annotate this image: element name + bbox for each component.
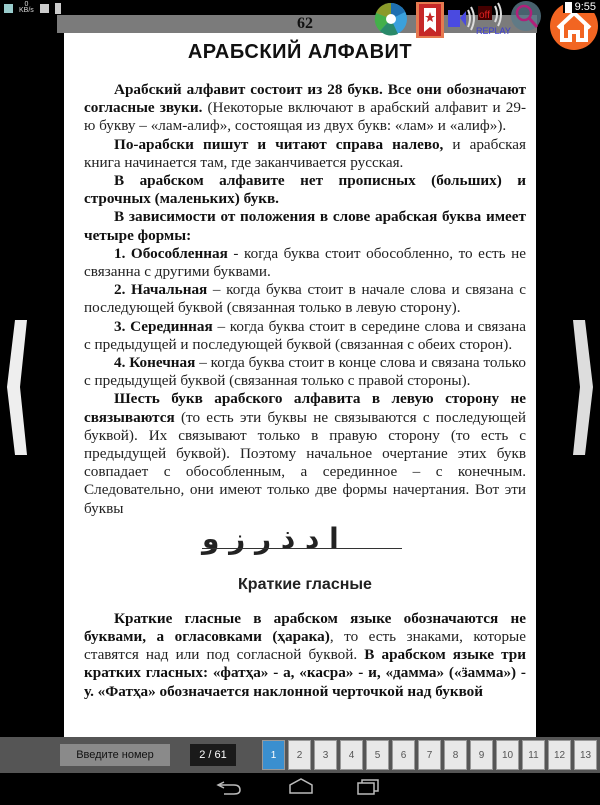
paragraph: [84, 318, 526, 354]
thumbnail[interactable]: 4: [340, 740, 363, 770]
bold-text: По-арабски пишут и читают справа налево,: [114, 135, 444, 153]
paragraph: [84, 208, 526, 244]
thumbnail[interactable]: 13: [574, 740, 597, 770]
text: (Некоторые включают в арабский алфавит и 29-ю букву – «лам-алиф», состоящая из двух букв: «лам» и «алиф»).: [84, 99, 527, 135]
text: – когда буква стоит в конце слова и связана только с предыдущей буквой (связанная только с правой стороны).: [84, 354, 526, 390]
text: – когда буква стоит в начале слова и связана с последующей буквой (связанная только в левую сторону).: [84, 281, 526, 317]
page-body: [84, 81, 526, 701]
navigation-bar: [0, 773, 600, 800]
previous-page-arrow[interactable]: [7, 320, 29, 455]
arabic-letters-figure: [84, 518, 526, 556]
text: и арабская книга начинается там, где заканчивается русская.: [84, 135, 527, 171]
next-page-arrow[interactable]: [571, 320, 593, 455]
thumbnail[interactable]: 10: [496, 740, 519, 770]
underline: [202, 548, 402, 549]
bold-text: Краткие гласные в арабском языке обозначаются не буквами, а огласовками (ҳарака): [84, 609, 526, 646]
replay-label: REPLAY: [476, 26, 511, 36]
page-title: АРАБСКИЙ АЛФАВИТ: [187, 41, 413, 63]
thumbnail[interactable]: 1: [262, 740, 285, 770]
status-bar: [0, 0, 600, 15]
thumbnail[interactable]: 3: [314, 740, 337, 770]
thumbnail[interactable]: 9: [470, 740, 493, 770]
home-nav-icon[interactable]: [290, 779, 312, 793]
paragraph: [84, 354, 526, 390]
bold-text: 2. Начальная: [114, 281, 208, 299]
net-speed-value: 0: [24, 1, 29, 8]
bold-text: 3. Серединная: [114, 317, 213, 335]
goto-page-button[interactable]: Введите номер: [60, 744, 170, 766]
paragraph: [84, 281, 526, 317]
sd-card-icon: [55, 3, 61, 14]
thumbnail[interactable]: 8: [444, 740, 467, 770]
net-speed: [19, 2, 34, 14]
text: - когда буква стоит обособленно, то есть не связанна с другими буквами.: [84, 244, 526, 281]
battery-icon: [565, 2, 572, 13]
paragraph: [84, 245, 526, 281]
thumbnail[interactable]: 11: [522, 740, 545, 770]
net-speed-unit: KB/s: [19, 7, 34, 14]
text: (то есть эти буквы не связываются с последующей буквой). Их связывают только в правую сторону (то есть с предыдущей буквой). Поэтому начальное очертание этих букв совпадает с обособленным, а серединное – с конечным. Следовательно, они имеют только две формы начертания. Вот эти буквы: [84, 408, 526, 517]
bold-text: 4. Конечная: [114, 354, 196, 372]
bold-text: Арабский алфавит состоит из 28 букв. Все они обозначают согласные звуки.: [84, 81, 526, 117]
section-heading: Краткие гласные: [238, 575, 372, 593]
bold-text: В зависимости от положения в слове арабская буква имеет четыре формы:: [84, 208, 526, 244]
paragraph: [84, 610, 526, 701]
off-label: off: [479, 10, 490, 21]
bold-text: В арабском языке три кратких гласных: «фатҳа» - а, «касра» - и, «дамма» («ӟамма») - у. «Фатҳа» обозначается наклонной черточкой над буквой: [84, 646, 526, 700]
bold-text: В арабском алфавите нет прописных (больших) и строчных (маленьких) букв.: [84, 172, 526, 208]
document-page[interactable]: [64, 33, 536, 737]
thumbnail[interactable]: 5: [366, 740, 389, 770]
bold-text: Шесть букв арабского алфавита в левую сторону не связываются: [84, 390, 526, 426]
bold-text: 1. Обособленная: [114, 244, 228, 262]
recent-apps-icon[interactable]: [358, 780, 378, 794]
thumbnail[interactable]: 12: [548, 740, 571, 770]
thumbnail[interactable]: 2: [288, 740, 311, 770]
clock: 9:55: [574, 1, 596, 13]
page-number: 62: [297, 15, 313, 32]
thumbnail[interactable]: 7: [418, 740, 441, 770]
paragraph: [84, 136, 526, 172]
paragraph: [84, 390, 526, 517]
paragraph: [84, 172, 526, 208]
text: – когда буква стоит в середине слова и связана с предыдущей и последующей буквой (связанная с обеих сторон).: [84, 317, 526, 353]
image-notification-icon: [4, 4, 13, 13]
screenshot-icon: [40, 4, 49, 13]
paragraph: [84, 81, 526, 136]
back-icon[interactable]: [218, 782, 240, 794]
arabic-letters: ا د ذ ر ز و: [202, 521, 339, 555]
thumbnail[interactable]: 6: [392, 740, 415, 770]
text: , то есть знаками, которые ставятся над или под согласной буквой.: [84, 628, 526, 664]
page-indicator: 2 / 61: [190, 744, 236, 766]
